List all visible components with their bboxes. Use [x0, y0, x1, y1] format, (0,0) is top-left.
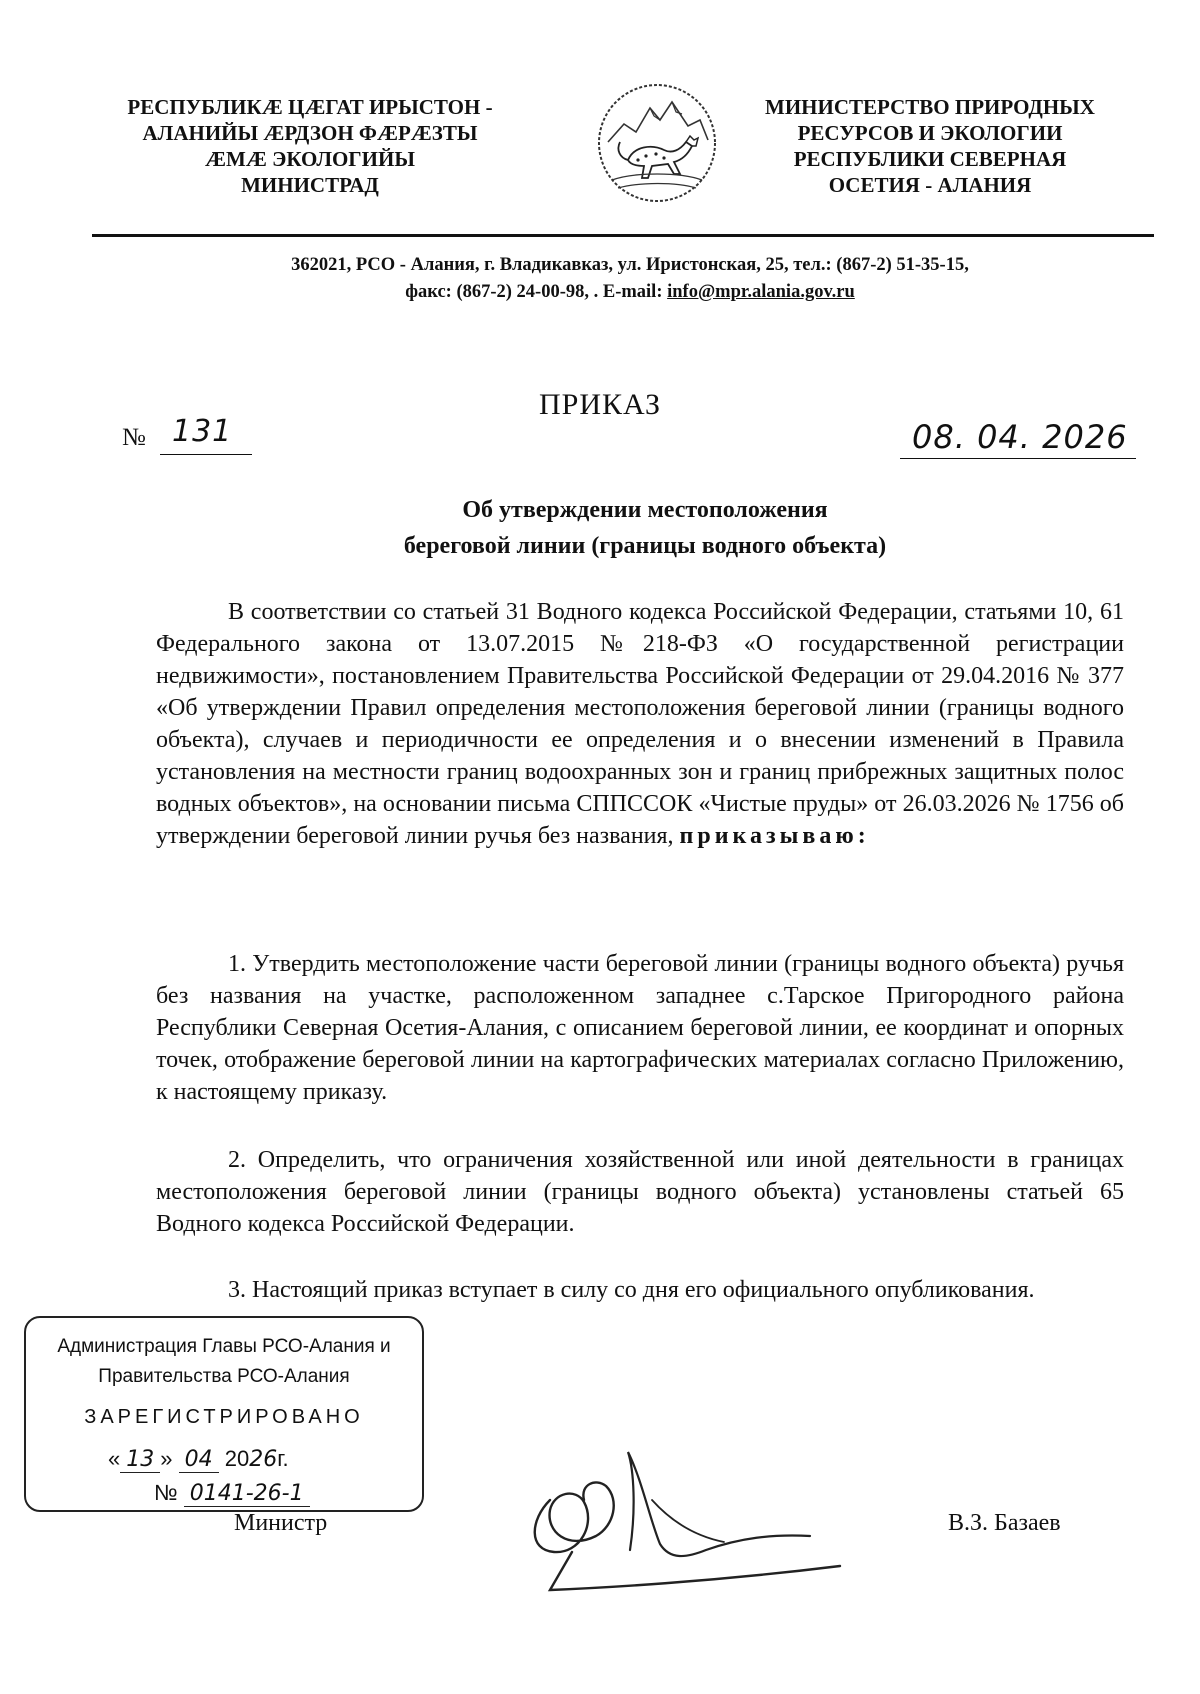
stamp-year-prefix: 20: [224, 1446, 250, 1471]
registration-stamp: [24, 1316, 424, 1512]
stamp-reg-number: [154, 1480, 310, 1506]
order-number-handwritten: 131: [172, 414, 233, 449]
preamble-paragraph: [156, 596, 1124, 852]
clause-1: [156, 948, 1124, 1108]
header-right-line: РЕСПУБЛИКИ СЕВЕРНАЯ: [793, 147, 1067, 171]
order-number-label: №: [122, 424, 146, 451]
address-line: 362021, РСО - Алания, г. Владикавказ, ул. Иристонская, 25, тел.: (867-2) 51-35-15,: [291, 255, 969, 275]
signer-position: Министр: [234, 1510, 328, 1536]
clause-3-text: 3. Настоящий приказ вступает в силу со дня его официального опубликования.: [228, 1277, 1035, 1303]
clause-3: [156, 1274, 1124, 1306]
header-divider: [92, 234, 1154, 237]
clause-2-text: 2. Определить, что ограничения хозяйственной или иной деятельности в границах местоположения береговой линии (границы водного объекта) установлены статьей 65 Водного кодекса Российской Федерации.: [156, 1147, 1124, 1237]
order-directive: приказываю:: [679, 823, 870, 849]
contacts-line: [100, 279, 1160, 306]
stamp-year-suffix: 26: [249, 1447, 278, 1472]
header-right-line: МИНИСТЕРСТВО ПРИРОДНЫХ: [765, 95, 1095, 119]
order-title: ПРИКАЗ: [539, 388, 661, 421]
fax-text: факс: (867-2) 24-00-98, . E-mail:: [405, 282, 668, 302]
signer-name: В.З. Базаев: [948, 1510, 1061, 1536]
preamble-text: В соответствии со статьей 31 Водного кодекса Российской Федерации, статьями 10, 61 Федерального закона от 13.07.2015 №218-ФЗ «О государственной регистрации недвижимости», постановлением Правительства Российской Федерации от 29.04.2016 № 377 «Об утверждении Правил определения местоположения береговой линии (границы водного объекта), случаев и периодичности ее определения и о внесении изменений в Правила установления на местности границ водоохранных зон и границ прибрежных защитных полос водных объектов», на основании письма СППССОК «Чистые пруды» от 26.03.2026 № 1756 об утверждении береговой линии ручья без названия,: [156, 599, 1124, 849]
stamp-line-1: Администрация Главы РСО-Алания и: [57, 1336, 391, 1357]
header-left-ossetian: [100, 94, 520, 198]
header-left-line: АЛАНИЙЫ ÆРДЗОН ФÆРÆЗТЫ: [142, 121, 478, 145]
stamp-day: 13: [120, 1447, 160, 1473]
header-right-line: ОСЕТИЯ - АЛАНИЯ: [828, 173, 1032, 197]
header-left-line: РЕСПУБЛИКÆ ЦÆГАТ ИРЫСТОН -: [127, 95, 493, 119]
address-block: [100, 252, 1160, 306]
order-date-handwritten: 08. 04. 2026: [912, 418, 1128, 456]
clause-1-text: 1. Утвердить местоположение части береговой линии (границы водного объекта) ручья без названия на участке, расположенном западнее с.Тарское Пригородного района Республики Северная Осетия-Алания, с описанием береговой линии, ее координат и опорных точек, отображение береговой линии на картографических материалах согласно Приложению, к настоящему приказу.: [156, 951, 1124, 1105]
stamp-line-2: Правительства РСО-Алания: [98, 1366, 350, 1387]
stamp-month: 04: [179, 1447, 219, 1473]
order-number-underline: [160, 454, 252, 455]
header-right-russian: [740, 94, 1120, 198]
stamp-reg-label: №: [154, 1480, 178, 1505]
stamp-year-end: г.: [277, 1446, 289, 1471]
header-left-line: ÆМÆ ЭКОЛОГИЙЫ: [205, 147, 415, 171]
subject-line: береговой линии (границы водного объекта): [403, 533, 887, 559]
emblem-snow-leopard-icon: [594, 80, 720, 206]
handwritten-signature: [510, 1440, 850, 1610]
stamp-reg-value: 0141-26-1: [184, 1481, 310, 1507]
order-date-underline: [900, 458, 1136, 459]
order-subject: [0, 492, 1200, 564]
stamp-registered: ЗАРЕГИСТРИРОВАНО: [84, 1406, 364, 1428]
header-left-line: МИНИСТРАД: [241, 173, 379, 197]
clause-2: [156, 1144, 1124, 1240]
header-right-line: РЕСУРСОВ И ЭКОЛОГИИ: [797, 121, 1063, 145]
email-link[interactable]: info@mpr.alania.gov.ru: [667, 282, 855, 302]
subject-line: Об утверждении местоположения: [462, 497, 828, 523]
stamp-date: « 13 » 04 2026г.: [108, 1446, 289, 1472]
